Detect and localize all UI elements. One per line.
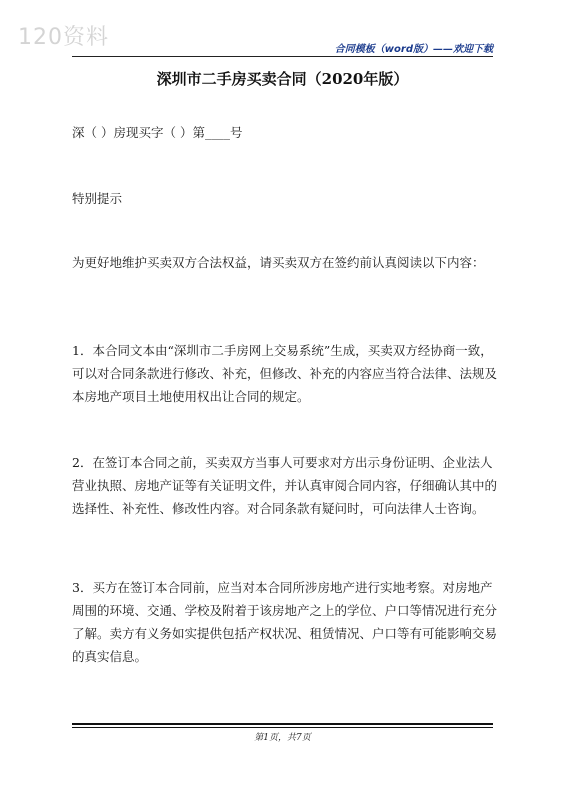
header-template-tag: 合同模板（word版）——欢迎下载	[334, 44, 493, 55]
page-number: 第1页，共7页	[254, 733, 311, 743]
notice-item-1: 1．本合同文本由“深圳市二手房网上交易系统”生成，买卖双方经协商一致，可以对合同条款进行修改、补充，但修改、补充的内容应当符合法律、法规及本房地产项目土地使用权出让合同的规定。	[72, 343, 498, 404]
notice-heading: 特别提示	[72, 191, 123, 206]
notice-item-2: 2．在签订本合同之前，买卖双方当事人可要求对方出示身份证明、企业法人营业执照、房地产证等有关证明文件，并认真审阅合同内容，仔细确认其中的选择性、补充性、修改性内容。对合同条款有疑问时，可向法律人士咨询。	[72, 455, 498, 516]
footer-divider-thick	[72, 723, 493, 725]
watermark-logo: 120资料	[18, 25, 109, 50]
footer-divider-thin	[72, 727, 493, 728]
contract-number-line: 深（ ）房现买字（ ）第____号	[72, 125, 243, 140]
document-title: 深圳市二手房买卖合同（2020年版）	[156, 70, 409, 88]
notice-item-3: 3．买方在签订本合同前，应当对本合同所涉房地产进行实地考察。对房地产周围的环境、交通、学校及附着于该房地产之上的学位、户口等情况进行充分了解。卖方有义务如实提供包括产权状况、租赁情况、户口等有可能影响交易的真实信息。	[72, 580, 498, 664]
intro-paragraph: 为更好地维护买卖双方合法权益，请买卖双方在签约前认真阅读以下内容：	[72, 255, 485, 270]
header-divider	[72, 56, 493, 57]
